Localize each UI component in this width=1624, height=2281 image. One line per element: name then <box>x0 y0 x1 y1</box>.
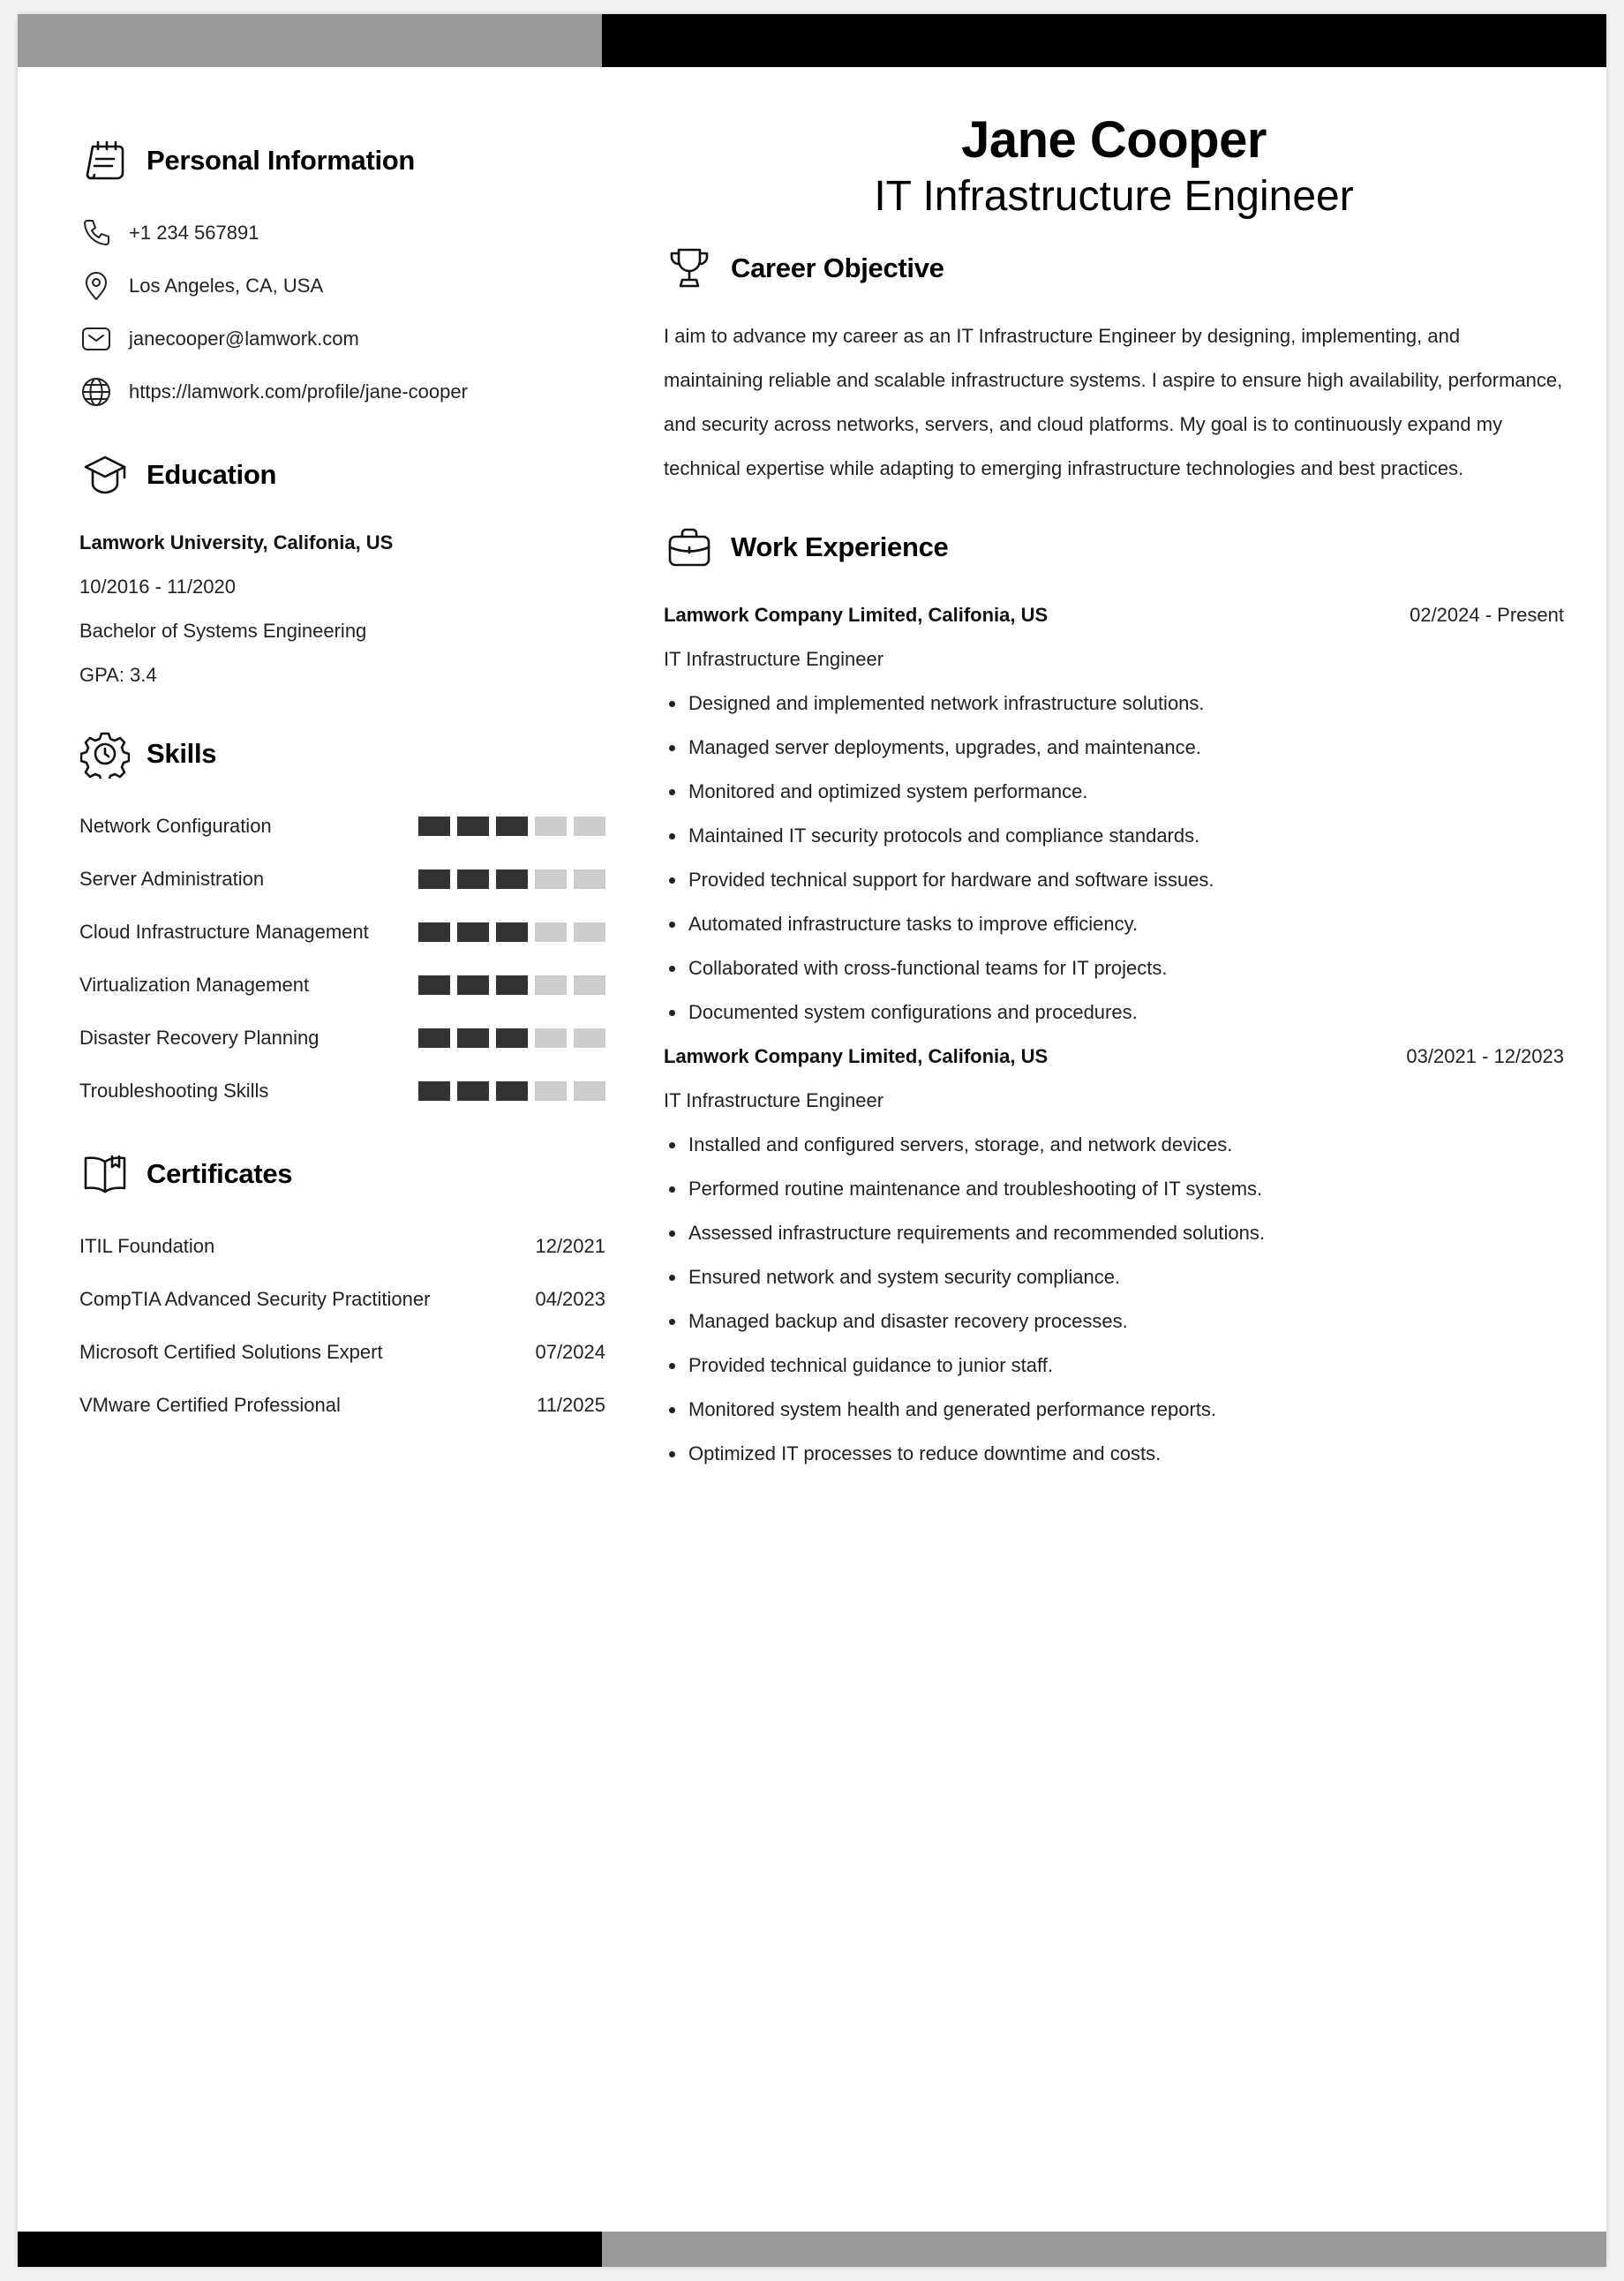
skill-row <box>79 1065 605 1118</box>
candidate-name: Jane Cooper <box>961 111 1267 169</box>
certificate-name: CompTIA Advanced Security Practitioner <box>79 1288 431 1310</box>
bottom-bar-black <box>18 2232 602 2267</box>
skills-header <box>79 722 605 786</box>
section-title: Career Objective <box>731 252 944 283</box>
left-column <box>79 129 605 1432</box>
skill-level-filled <box>496 922 528 942</box>
job-bullet: Optimized IT processes to reduce downtime and costs. <box>664 1432 1564 1476</box>
skill-level-empty <box>574 922 605 942</box>
job-bullet: Maintained IT security protocols and compliance standards. <box>664 814 1564 858</box>
experience-header <box>664 516 1564 579</box>
job-entry <box>664 593 1564 1035</box>
skill-level-filled <box>496 975 528 995</box>
skill-level-filled <box>457 1028 489 1048</box>
skill-level-filled <box>457 922 489 942</box>
education-dates: 10/2016 - 11/2020 <box>79 576 236 598</box>
job-bullet: Ensured network and system security compliance. <box>664 1255 1564 1299</box>
job-bullets <box>664 681 1564 1035</box>
certificate-row <box>79 1220 605 1273</box>
job-dates: 02/2024 - Present <box>1410 604 1564 626</box>
top-bar-gray <box>18 14 602 67</box>
skill-level-meter <box>418 817 605 836</box>
skill-level-filled <box>496 1081 528 1101</box>
right-column <box>664 111 1564 1476</box>
skill-level-filled <box>457 975 489 995</box>
skill-level-filled <box>496 817 528 836</box>
skill-level-meter <box>418 1081 605 1101</box>
skill-name: Virtualization Management <box>79 974 310 996</box>
skill-level-empty <box>535 922 567 942</box>
job-bullet: Monitored system health and generated performance reports. <box>664 1388 1564 1432</box>
skill-level-filled <box>418 975 450 995</box>
skill-level-empty <box>574 869 605 889</box>
skill-row <box>79 906 605 959</box>
personal-info-header <box>79 129 605 192</box>
job-company: Lamwork Company Limited, Califonia, US <box>664 604 1049 626</box>
calendar-note-icon <box>79 135 131 186</box>
education-degree: Bachelor of Systems Engineering <box>79 620 367 642</box>
contact-website <box>79 365 605 418</box>
section-title: Certificates <box>147 1158 293 1189</box>
skill-level-filled <box>418 922 450 942</box>
skill-level-empty <box>535 869 567 889</box>
skill-level-filled <box>418 817 450 836</box>
job-header <box>664 593 1564 637</box>
skill-row <box>79 853 605 906</box>
education-header <box>79 443 605 507</box>
top-bar-black <box>602 14 1606 67</box>
job-bullet: Collaborated with cross-functional teams for IT projects. <box>664 946 1564 990</box>
skill-level-meter <box>418 922 605 942</box>
skill-level-filled <box>418 869 450 889</box>
certificate-name: VMware Certified Professional <box>79 1394 341 1416</box>
skill-name: Cloud Infrastructure Management <box>79 921 369 943</box>
job-bullet: Designed and implemented network infrastructure solutions. <box>664 681 1564 726</box>
skill-level-empty <box>574 1081 605 1101</box>
open-book-icon <box>79 1148 131 1200</box>
section-title: Skills <box>147 738 217 769</box>
skill-level-meter <box>418 1028 605 1048</box>
skill-row <box>79 800 605 853</box>
certificate-row <box>79 1379 605 1432</box>
objective-header <box>664 237 1564 300</box>
mail-icon <box>79 322 113 356</box>
trophy-icon <box>664 243 715 294</box>
skills-list <box>79 800 605 1118</box>
skill-level-empty <box>535 817 567 836</box>
skill-name: Network Configuration <box>79 815 272 837</box>
skill-level-empty <box>535 975 567 995</box>
job-bullet: Provided technical support for hardware and software issues. <box>664 858 1564 902</box>
job-header <box>664 1035 1564 1079</box>
objective-text: I aim to advance my career as an IT Infrastructure Engineer by designing, implementing, and maintaining reliable and scalable infrastructure systems. I aspire to ensure high availability, performance, and security across networks, servers, and cloud platforms. My goal is to continuously expand my technical expertise while adapting to emerging infrastructure technologies and best practices. <box>664 325 1563 479</box>
candidate-title: IT Infrastructure Engineer <box>874 173 1354 220</box>
skill-row <box>79 1012 605 1065</box>
certificate-name: Microsoft Certified Solutions Expert <box>79 1341 383 1363</box>
job-position: IT Infrastructure Engineer <box>664 1089 884 1111</box>
skill-level-meter <box>418 975 605 995</box>
skill-level-empty <box>574 1028 605 1048</box>
resume-page <box>18 14 1606 2267</box>
globe-icon <box>79 375 113 409</box>
skill-level-filled <box>418 1028 450 1048</box>
website-text: https://lamwork.com/profile/jane-cooper <box>129 380 468 403</box>
skill-name: Troubleshooting Skills <box>79 1080 269 1102</box>
briefcase-icon <box>664 522 715 573</box>
skill-level-filled <box>457 817 489 836</box>
certificate-name: ITIL Foundation <box>79 1235 215 1257</box>
section-title: Work Experience <box>731 531 949 562</box>
email-text: janecooper@lamwork.com <box>129 327 359 350</box>
job-bullet: Performed routine maintenance and troubleshooting of IT systems. <box>664 1167 1564 1211</box>
job-bullet: Installed and configured servers, storage, and network devices. <box>664 1123 1564 1167</box>
phone-text: +1 234 567891 <box>129 222 259 244</box>
section-title: Education <box>147 459 277 490</box>
skill-row <box>79 959 605 1012</box>
contact-email <box>79 312 605 365</box>
certificate-date: 04/2023 <box>535 1288 605 1310</box>
contact-phone <box>79 207 605 260</box>
job-bullet: Managed server deployments, upgrades, and maintenance. <box>664 726 1564 770</box>
section-title: Personal Information <box>147 145 416 176</box>
skill-level-filled <box>496 869 528 889</box>
job-bullet: Assessed infrastructure requirements and recommended solutions. <box>664 1211 1564 1255</box>
skill-level-filled <box>457 1081 489 1101</box>
skill-level-empty <box>535 1028 567 1048</box>
job-bullet: Monitored and optimized system performance. <box>664 770 1564 814</box>
certificate-date: 07/2024 <box>535 1341 605 1363</box>
skill-level-empty <box>574 975 605 995</box>
skill-level-meter <box>418 869 605 889</box>
job-bullet: Provided technical guidance to junior staff. <box>664 1344 1564 1388</box>
job-bullets <box>664 1123 1564 1476</box>
job-bullet: Documented system configurations and procedures. <box>664 990 1564 1035</box>
skill-name: Server Administration <box>79 868 265 890</box>
skill-level-filled <box>496 1028 528 1048</box>
job-entry <box>664 1035 1564 1476</box>
job-dates: 03/2021 - 12/2023 <box>1406 1045 1564 1067</box>
contact-location <box>79 260 605 312</box>
job-company: Lamwork Company Limited, Califonia, US <box>664 1045 1049 1067</box>
certificates-list <box>79 1220 605 1432</box>
certificate-row <box>79 1326 605 1379</box>
job-bullet: Managed backup and disaster recovery processes. <box>664 1299 1564 1344</box>
graduation-cap-icon <box>79 449 131 501</box>
skill-level-empty <box>535 1081 567 1101</box>
certificate-date: 11/2025 <box>537 1394 605 1416</box>
certificate-date: 12/2021 <box>535 1235 605 1257</box>
skill-level-filled <box>457 869 489 889</box>
skill-name: Disaster Recovery Planning <box>79 1027 320 1049</box>
location-text: Los Angeles, CA, USA <box>129 275 324 297</box>
gear-clock-icon <box>79 728 131 779</box>
bottom-bar-gray <box>602 2232 1606 2267</box>
phone-icon <box>79 216 113 250</box>
certificates-header <box>79 1142 605 1206</box>
education-gpa: GPA: 3.4 <box>79 664 157 686</box>
skill-level-empty <box>574 817 605 836</box>
skill-level-filled <box>418 1081 450 1101</box>
education-school: Lamwork University, Califonia, US <box>79 531 394 553</box>
certificate-row <box>79 1273 605 1326</box>
job-position: IT Infrastructure Engineer <box>664 648 884 670</box>
location-pin-icon <box>79 269 113 303</box>
job-bullet: Automated infrastructure tasks to improve efficiency. <box>664 902 1564 946</box>
